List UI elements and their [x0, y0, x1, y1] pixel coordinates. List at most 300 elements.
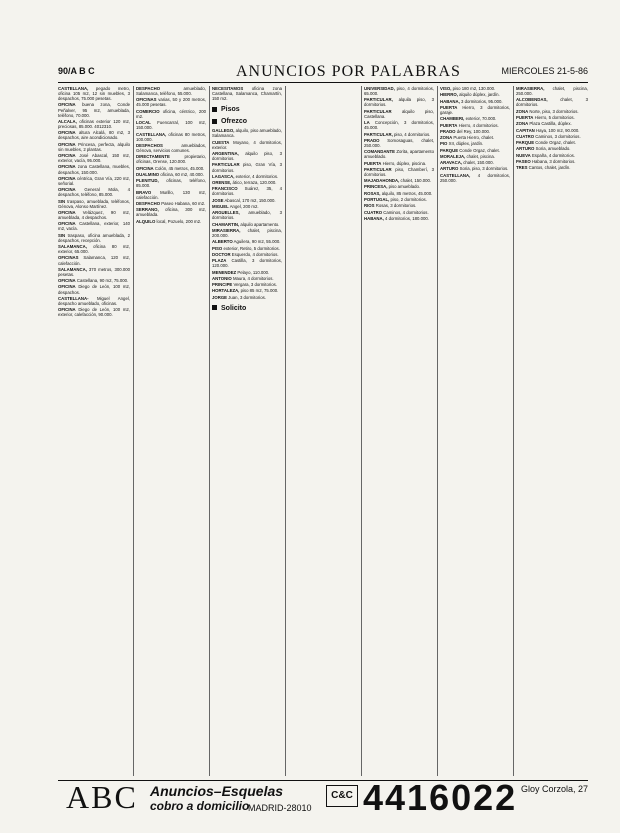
ad-keyword: PUERTA — [364, 160, 382, 166]
classified-ad — [364, 86, 434, 96]
ad-text: Haya, 100 m2, 90.000. — [535, 127, 580, 133]
classified-ad — [212, 180, 282, 185]
classified-ad — [136, 120, 206, 130]
ad-text: propietario, oficinas, Orense, 120.000. — [136, 154, 206, 165]
ad-text: altura Alcalá, 80 m2, 3 despachos, aire acondicionado. — [58, 130, 130, 141]
ad-keyword: NUEVA — [516, 152, 531, 158]
classified-ad — [58, 142, 130, 152]
column-rule — [285, 86, 286, 776]
ad-keyword: ZONA — [516, 108, 529, 114]
ad-text: alquilo, 85 metros, 45.000. — [381, 190, 433, 196]
footer-city: MADRID-28010 — [248, 803, 312, 813]
ad-text: Norte, piso, 3 dormitorios. — [529, 108, 579, 114]
ad-keyword: MIRASIERRA, — [516, 86, 545, 91]
ad-keyword: PRINCIPE — [212, 282, 233, 288]
ad-text: Diego de León, 100 m2, despachos. — [58, 284, 130, 295]
ad-keyword: OFICINAS — [58, 255, 79, 261]
ad-text: amueblado, 3 dormitorios. — [212, 210, 282, 221]
page-date: MIERCOLES 21-5-86 — [501, 66, 588, 76]
ad-keyword: MIRASIERRA, — [212, 227, 241, 233]
classified-ad — [516, 140, 588, 145]
ad-keyword: SIN — [58, 198, 66, 204]
ad-column-1 — [58, 86, 130, 776]
ad-keyword: OFICINA — [58, 284, 76, 290]
classifieds-columns — [58, 86, 588, 776]
ad-text: Hierro, 3 dormitorios, garaje. — [440, 104, 510, 115]
ad-keyword: CAPITAN — [516, 127, 535, 133]
ad-keyword: COMANDANTE — [364, 149, 396, 155]
advertisement-footer — [58, 777, 588, 818]
classified-ad — [212, 86, 282, 101]
classified-ad — [58, 221, 130, 231]
classified-ad — [516, 134, 588, 139]
ad-text: Zorita, apartamento amueblado. — [364, 149, 434, 160]
ad-keyword: OFICINA — [58, 153, 76, 159]
ad-column-6 — [440, 86, 510, 776]
ad-text: Castellana, 90 m2, 75.000. — [76, 278, 129, 284]
ad-text: oficinas, teléfono, 85.000. — [136, 178, 206, 189]
classified-ad — [440, 116, 510, 121]
ad-text: Pelayo, 110.000. — [237, 269, 270, 275]
ad-text: alquilo piso, 3 dormitorios. — [212, 151, 282, 162]
classified-ad — [440, 86, 510, 91]
ad-text: traspaso, oficina amueblada, 2 despachos, recepción. — [58, 232, 130, 243]
ad-keyword: ORENSE, — [212, 180, 232, 186]
classified-ad — [212, 222, 282, 227]
ad-keyword: CUATRO — [364, 209, 383, 215]
ad-text: traspaso, amueblada, teléfonos, Génova, Alonso Martínez. — [58, 198, 130, 209]
ad-keyword: GALLEGO, — [212, 128, 235, 134]
ad-keyword: COMERCIO — [136, 108, 160, 114]
ad-text: Princesa, perfecta, alquilo sin muebles, 2 plantas. — [58, 141, 130, 152]
ad-text: piso 85 m2, 75.000. — [240, 288, 279, 294]
classified-ad — [136, 190, 206, 200]
ad-text: Salamanca, 120 m2, calefacción. — [58, 255, 130, 266]
ad-text: Suárez, 35, 4 dormitorios. — [212, 186, 282, 197]
ad-keyword: ANTONIO — [212, 275, 232, 281]
section-heading-solicito: Solicito — [212, 305, 282, 312]
ad-text: varias, 50 y 200 metros, 45.000 pesetas. — [136, 97, 206, 108]
ad-keyword: ARTURO — [516, 146, 535, 152]
section-heading-ofrezco: Ofrezco — [212, 118, 282, 125]
ad-text: 4 dormitorios, 250.000. — [440, 172, 510, 183]
classified-ad — [212, 151, 282, 161]
ad-text: Castilla, 3 dormitorios, 120.000. — [212, 258, 282, 269]
ad-text: Rosas, 3 dormitorios. — [375, 203, 417, 209]
classified-ad — [58, 176, 130, 186]
ad-keyword: PARTICULAR — [364, 166, 392, 172]
classified-ad — [364, 120, 434, 130]
ad-text: Juan, 3 dormitorios. — [228, 294, 266, 300]
classified-ad — [516, 86, 588, 96]
classified-ad — [212, 210, 282, 220]
ad-keyword: PARQUE — [440, 147, 459, 153]
ad-text: Plaza Castilla, dúplex. — [529, 121, 572, 127]
ad-keyword: HABANA, — [364, 215, 384, 221]
classified-ad — [136, 132, 206, 142]
classified-ad — [516, 165, 588, 170]
ad-text: piso, 4 dormitorios, 65.000. — [364, 86, 434, 97]
classified-ad — [440, 154, 510, 159]
classified-ad — [58, 233, 130, 243]
classified-ad — [440, 92, 510, 97]
classified-ad — [212, 140, 282, 150]
classified-ad — [136, 109, 206, 119]
classified-ad — [440, 135, 510, 140]
ad-text: chalet, piscina, 200.000. — [212, 227, 282, 239]
ad-text: 370 metros, 300.000 pesetas. — [58, 266, 130, 277]
ad-text: amueblados, Génova, servicios comunes. — [136, 142, 206, 153]
ad-column-2 — [136, 86, 206, 776]
classified-ad — [58, 130, 130, 140]
classified-ad — [212, 252, 282, 257]
page-title: ANUNCIOS POR PALABRAS — [236, 63, 461, 80]
ad-text: del Rey, 100.000. — [456, 128, 491, 134]
ad-text: Conde Orgaz, chalet. — [535, 140, 576, 146]
ad-keyword: ARGUELLES, — [212, 210, 240, 216]
column-rule — [437, 86, 438, 776]
ad-keyword: DESPACHOS — [136, 142, 163, 148]
ad-keyword: PLAZA — [212, 258, 227, 264]
classified-ad — [364, 210, 434, 215]
ad-keyword: CASTELLANA, — [136, 131, 167, 137]
footer-address: Gloy Corzola, 27 — [520, 784, 588, 794]
ad-text: Soria, amueblado. — [535, 146, 571, 152]
ad-text: Moyano, 4 dormitorios, exterior. — [212, 139, 282, 150]
classified-ad — [212, 246, 282, 251]
ad-keyword: ROSAS, — [364, 190, 381, 196]
classified-ad — [364, 149, 434, 159]
column-rule — [361, 86, 362, 776]
ad-text: Vergara, 3 dormitorios. — [233, 282, 277, 288]
ad-text: Velázquez, 90 m2, amueblada, 4 despachos. — [58, 209, 130, 221]
ad-keyword: PARQUE — [516, 140, 535, 146]
classified-ad — [58, 86, 130, 101]
classified-ad — [364, 97, 434, 107]
ad-text: Maura, 4 dormitorios. — [232, 275, 274, 281]
classified-ad — [58, 153, 130, 163]
ad-text: piso, Chamberí, 3 dormitorios. — [364, 166, 434, 177]
ad-keyword: HIERRO, — [440, 92, 458, 98]
ad-keyword: VISO, — [440, 86, 452, 91]
classified-ad — [212, 228, 282, 238]
ad-text: oficina 80 m2, exterior, 65.000. — [58, 244, 130, 255]
ad-text: chalet, 150.000. — [400, 178, 432, 184]
ad-text: exterior, 4 dormitorios. — [235, 173, 279, 179]
ad-keyword: MORALEJA, — [440, 153, 466, 159]
ad-keyword: MAJADAHONDA, — [364, 178, 400, 184]
ad-text: Hierro, dúplex, piscina. — [382, 160, 427, 166]
classified-ad — [58, 278, 130, 283]
ad-keyword: SALAMANCA, — [58, 266, 87, 272]
ad-text: Hierro, 5 dormitorios. — [534, 115, 575, 121]
ad-text: alquilo piso, Castellana. — [364, 108, 434, 119]
classified-ad — [58, 102, 130, 117]
ad-text: Abascal, 170 m2, 150.000. — [224, 197, 276, 203]
classified-ad — [364, 132, 434, 137]
section-heading-pisos: Pisos — [212, 106, 282, 113]
classified-ad — [212, 204, 282, 209]
footer-phone: 4416022 — [363, 777, 518, 818]
classified-ad — [212, 276, 282, 281]
classified-ad — [58, 187, 130, 197]
classified-ad — [212, 162, 282, 172]
ad-keyword: CASTELLANA- — [58, 295, 89, 301]
ad-keyword: OFICINA — [58, 175, 76, 181]
ad-keyword: LOCAL — [136, 120, 151, 126]
column-rule — [513, 86, 514, 776]
ad-keyword: PISO — [212, 245, 223, 251]
ad-keyword: OFICINA — [58, 307, 76, 313]
classified-ad — [440, 123, 510, 128]
ad-keyword: ARTURO — [440, 166, 459, 172]
classified-ad — [136, 172, 206, 177]
ad-text: chalet, piscina, 250.000. — [516, 86, 588, 97]
ad-keyword: JOSE — [212, 197, 224, 203]
ad-text: local, Pozuelo, 200 m2. — [156, 218, 202, 224]
ad-keyword: PASEO — [516, 159, 531, 164]
ad-keyword: PORTUGAL, — [364, 197, 390, 203]
ad-keyword: ALBERTO — [212, 239, 233, 245]
ad-text: alquilo dúplex, jardín. — [459, 92, 500, 98]
classified-ad — [364, 216, 434, 221]
classified-ad — [212, 288, 282, 293]
classified-ad — [58, 164, 130, 174]
ad-text: oficinas 80 metros, 100.000. — [136, 131, 206, 142]
classified-ad — [364, 203, 434, 208]
ad-keyword: CASTELLANA, — [440, 172, 471, 178]
ad-keyword: OFICINA — [58, 221, 76, 227]
ad-text: alquila piso, 3 dormitorios. — [364, 97, 434, 108]
classified-ad — [212, 128, 282, 138]
classified-ad — [136, 97, 206, 107]
classified-ad — [58, 307, 130, 317]
ad-text: oficina, 60 m2, 40.000. — [160, 171, 204, 177]
ad-text: Caminos, 3 dormitorios. — [535, 133, 581, 139]
ad-keyword: PARTICULAR, — [364, 97, 393, 103]
ad-keyword: CUATRO — [516, 133, 535, 139]
classified-ad — [516, 128, 588, 133]
ad-text: pegado metro, oficina 105 m2, 12 sin muebles, 3 despachos, 75.000 pesetas. — [58, 86, 130, 102]
ad-text: Fuencarral, 100 m2, 150.000. — [136, 120, 206, 131]
ad-text: chalet, 150.000. — [463, 160, 494, 166]
ad-text: Colón, 45 metros, 45.000. — [154, 165, 205, 171]
ad-keyword: CHAMBERI, — [440, 116, 465, 122]
footer-line-1: Anuncios–Esquelas — [150, 783, 284, 799]
ad-keyword: HORTALEZA, — [212, 288, 240, 294]
ad-keyword: SIN — [58, 232, 66, 238]
classified-ad — [136, 207, 206, 217]
classified-ad — [212, 174, 282, 179]
ad-text: alquilo apartamento. — [240, 221, 280, 227]
classified-ad — [58, 244, 130, 254]
ad-keyword: ALQUILO — [136, 218, 156, 224]
ad-keyword: PUERTA — [516, 115, 534, 121]
ad-text: Puerta Hierro, chalet. — [453, 135, 494, 141]
ad-text: José Abascal, 150 m2, exterior, vacía, 95.000. — [58, 153, 130, 164]
ad-text: Hierro, 4 dormitorios. — [458, 122, 499, 128]
ad-keyword: DOCTOR — [212, 251, 231, 257]
ad-text: Caminos, 4 dormitorios. — [383, 209, 429, 215]
ad-keyword: CUESTA — [212, 139, 230, 145]
classified-ad — [58, 267, 130, 277]
classified-ad — [212, 282, 282, 287]
classified-ad — [364, 161, 434, 166]
ad-keyword: PARTICULAR, — [364, 131, 393, 137]
ad-text: XII, dúplex, jardín. — [448, 141, 484, 147]
ad-text: Angel, 200 m2. — [229, 204, 259, 209]
classified-ad — [58, 199, 130, 209]
ad-text: Esquerdo, 4 dormitorios. — [231, 251, 279, 257]
ad-text: Soria, piso, 3 dormitorios. — [459, 166, 509, 172]
classified-ad — [364, 138, 434, 148]
ad-text: buena zona, Conde Peñalver, 95 m2, amueblada, teléfono, 70.000. — [58, 102, 130, 118]
ad-keyword: LAGASCA, — [212, 173, 235, 179]
ad-keyword: PARTICULAR — [212, 162, 240, 168]
ad-keyword: DIRECTAMENTE — [136, 154, 170, 160]
ad-text: 4 dormitorios, 180.000. — [385, 215, 429, 221]
ad-keyword: DESPACHO — [136, 86, 161, 91]
ad-keyword: TRES — [516, 165, 528, 171]
classified-ad — [364, 178, 434, 183]
ad-text: General Mola, 4 despachos, teléfono, 85.000. — [58, 187, 130, 198]
classified-ad — [58, 296, 130, 306]
ad-text: piso 180 m2, 130.000. — [452, 86, 496, 91]
ad-keyword: NECESITAMOS — [212, 86, 244, 91]
ad-text: oficina, 300 m2, amueblada. — [136, 207, 206, 218]
ad-text: España, 4 dormitorios. — [531, 152, 575, 158]
ad-text: Murillo, 130 m2, calefacción. — [136, 189, 206, 200]
ad-text: Diego de León, 100 m2, exterior, calefacción, 90.000. — [58, 307, 130, 318]
ad-text: piso, 4 dormitorios. — [394, 131, 431, 137]
ad-keyword: SERRANO, — [136, 207, 159, 213]
ad-column-3 — [212, 86, 282, 776]
ad-keyword: PLENITUD, — [136, 178, 159, 184]
classified-ad — [440, 99, 510, 104]
ad-text: amueblado, Salamanca, teléfono, 55.000. — [136, 86, 206, 97]
ad-keyword: FRANCISCO — [212, 186, 238, 192]
classified-ad — [516, 97, 588, 107]
ad-keyword: HABANA, — [440, 98, 460, 104]
classified-ad — [364, 109, 434, 119]
ad-text: chalet, 3 dormitorios. — [516, 97, 588, 108]
ad-keyword: PUERTA — [440, 104, 458, 110]
classified-ad — [516, 146, 588, 151]
ad-text: ático, terraza, 120.000. — [232, 180, 277, 186]
classified-ad — [136, 86, 206, 96]
classified-ad — [136, 166, 206, 171]
ad-keyword: OFICINA — [58, 209, 76, 215]
column-rule — [209, 86, 210, 776]
ad-text: Cantos, chalet, jardín. — [528, 165, 571, 171]
ad-keyword: OFICINA — [58, 102, 76, 108]
ad-column-5 — [364, 86, 434, 776]
classified-ad — [364, 167, 434, 177]
classified-ad — [58, 119, 130, 129]
ad-keyword: ALCOBENDAS, — [516, 97, 548, 103]
classified-ad — [212, 186, 282, 196]
classified-ad — [516, 109, 588, 114]
ad-keyword: OFICINA — [58, 187, 76, 193]
ad-keyword: PRADO — [440, 128, 456, 134]
ad-keyword: ZONA — [440, 135, 453, 141]
ad-text: Paseo Habana, 60 m2. — [161, 200, 206, 206]
classified-ad — [364, 184, 434, 189]
classified-ad — [516, 159, 588, 164]
ad-keyword: CASTELLANA, — [58, 86, 89, 91]
classified-ad — [440, 173, 510, 183]
classified-ad — [136, 178, 206, 188]
column-rule — [133, 86, 134, 776]
classified-ad — [516, 121, 588, 126]
ad-text: piso, 2 dormitorios. — [390, 197, 427, 203]
classified-ad — [440, 148, 510, 153]
ad-text: Conde Orgaz, chalet. — [459, 147, 500, 153]
ad-text: céntrica, Gran Vía, 220 m2, señorial. — [58, 175, 130, 186]
ad-text: alquilo, piso amueblado, Salamanca. — [212, 128, 282, 139]
ad-keyword: PARTICULAR — [364, 108, 392, 114]
classified-ad — [58, 284, 130, 294]
ad-keyword: MIGUEL — [212, 204, 229, 209]
ad-keyword: DUALMINO — [136, 171, 160, 177]
ad-text: Castellana, exterior, 140 m2, vacía. — [58, 221, 130, 232]
ad-keyword: CHAMARTIN, — [212, 221, 240, 227]
ad-text: piso, Gran Vía, 3 dormitorios. — [212, 162, 282, 173]
ad-text: oficina zona Castellana, Salamanca, Chamartín, 150 m2. — [212, 86, 282, 102]
classified-ad — [440, 141, 510, 146]
ad-keyword: ARGENTINA, — [212, 151, 239, 157]
classified-ad — [364, 197, 434, 202]
classified-ad — [440, 166, 510, 171]
classified-ad — [58, 255, 130, 265]
classified-ad — [212, 270, 282, 275]
classified-ad — [212, 239, 282, 244]
ad-keyword: PRADO — [364, 137, 380, 143]
ad-keyword: RIOS — [364, 203, 375, 209]
ad-keyword: SALAMANCA, — [58, 244, 87, 250]
ad-keyword: OFICINA — [58, 141, 76, 147]
ad-column-7 — [516, 86, 588, 776]
ad-keyword: OFICINA — [136, 165, 154, 171]
ad-keyword: OFICINA — [58, 278, 76, 284]
ad-keyword: LA — [364, 120, 370, 126]
ad-keyword: OFICINA — [58, 164, 76, 170]
classified-ad — [136, 219, 206, 224]
ad-text: exterior, Retiro, 5 dormitorios. — [223, 245, 280, 251]
ad-text: Concepción, 3 dormitorios, 45.000. — [364, 120, 434, 131]
ad-text: Habana, 3 dormitorios. — [531, 159, 576, 164]
page-number: 90/A B C — [58, 66, 95, 76]
cc-mark: C&C — [326, 785, 358, 807]
abc-logo: ABC — [66, 779, 138, 815]
classified-ad — [136, 201, 206, 206]
classified-ad — [440, 160, 510, 165]
ad-keyword: PRINCESA, — [364, 184, 388, 190]
ad-text: chalet, piscina. — [466, 153, 495, 159]
ad-text: Miguel Angel, despacho amueblado, oficinas. — [58, 295, 130, 306]
ad-keyword: ARAVACA, — [440, 160, 463, 166]
ad-text: 3 dormitorios, 95.000. — [461, 98, 503, 104]
ad-keyword: MENENDEZ — [212, 269, 237, 275]
ad-text: Somosaguas, chalet, 250.000. — [364, 137, 434, 148]
ad-keyword: PIO — [440, 141, 448, 147]
classified-ad — [212, 295, 282, 300]
classified-ad — [440, 105, 510, 115]
classified-ad — [364, 191, 434, 196]
classified-ad — [136, 143, 206, 153]
ad-text: piso amueblado. — [388, 184, 421, 190]
classified-ad — [212, 198, 282, 203]
